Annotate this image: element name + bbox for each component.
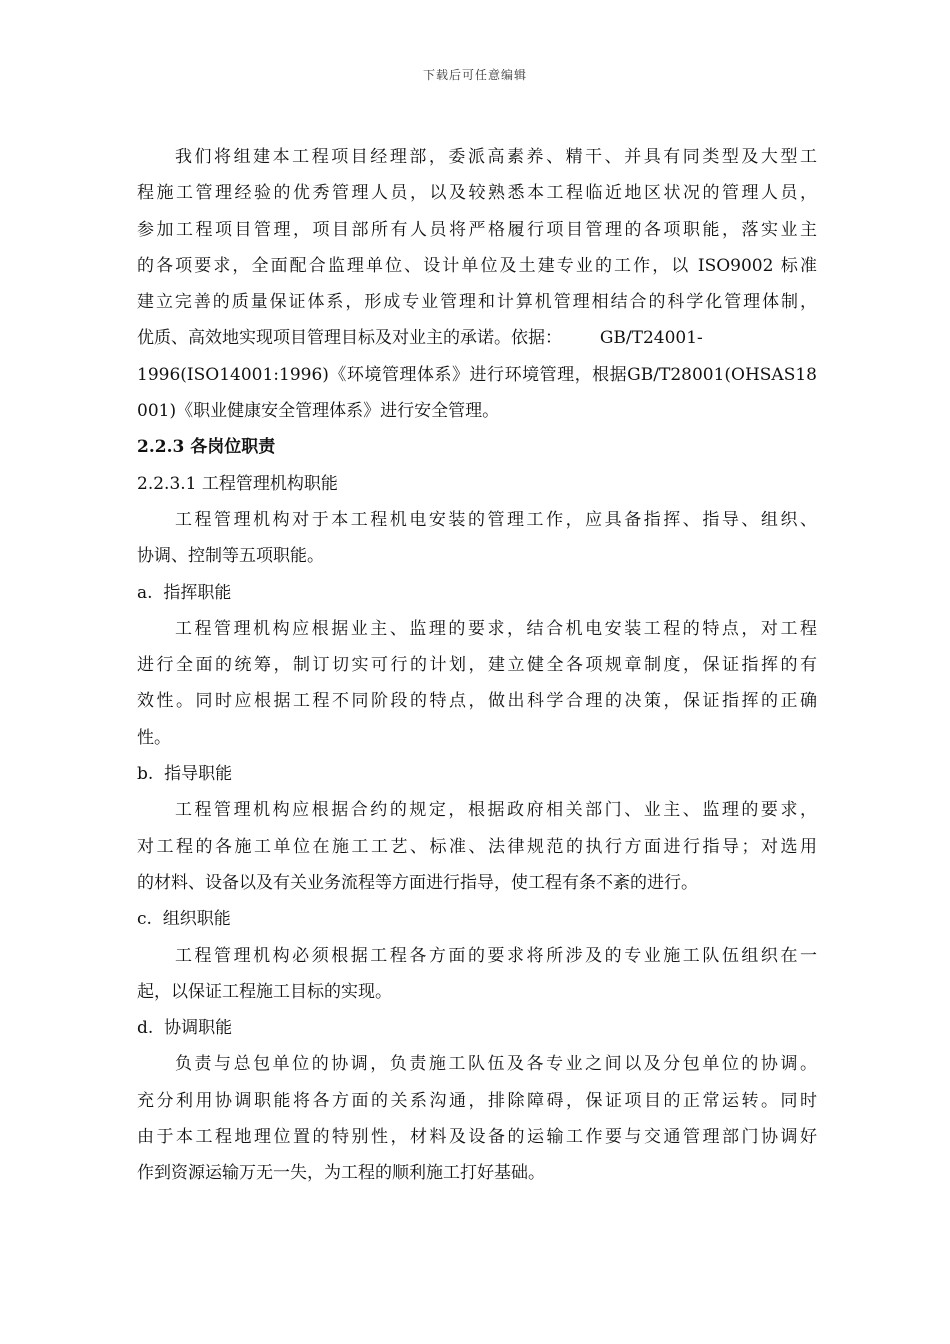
paragraph-line: 我们将组建本工程项目经理部，委派高素养、精干、并具有同类型及大型工 bbox=[175, 147, 817, 167]
paragraph-line: 工程管理机构应根据合约的规定，根据政府相关部门、业主、监理的要求， bbox=[175, 800, 817, 821]
paragraph-line: 性。 bbox=[137, 727, 171, 748]
paragraph-line: 的材料、设备以及有关业务流程等方面进行指导，使工程有条不紊的进行。 bbox=[137, 872, 698, 893]
paragraph-line: 工程管理机构对于本工程机电安装的管理工作，应具备指挥、指导、组织、 bbox=[175, 509, 817, 530]
paragraph-line: 程施工管理经验的优秀管理人员，以及较熟悉本工程临近地区状况的管理人员， bbox=[137, 183, 817, 204]
paragraph-line: 1996(ISO14001:1996)《环境管理体系》进行环境管理，根据GB/T28001(OHSAS18 bbox=[137, 364, 817, 385]
item-heading: c. 组织职能 bbox=[137, 909, 231, 930]
paragraph-line: 工程管理机构应根据业主、监理的要求，结合机电安装工程的特点，对工程 bbox=[175, 618, 817, 639]
paragraph-line: 充分利用协调职能将各方面的关系沟通，排除障碍，保证项目的正常运转。同时 bbox=[137, 1090, 817, 1111]
item-organization-function bbox=[137, 901, 817, 1010]
paragraph-line: 优质、高效地实现项目管理目标及对业主的承诺。依据： GB/T24001- bbox=[137, 328, 703, 349]
intro-paragraph bbox=[137, 139, 817, 429]
item-command-function bbox=[137, 575, 817, 756]
header-note: 下载后可任意编辑 bbox=[422, 68, 527, 82]
paragraph-line: 作到资源运输万无一失，为工程的顺利施工打好基础。 bbox=[137, 1163, 545, 1184]
paragraph-line: 协调、控制等五项职能。 bbox=[137, 546, 324, 567]
paragraph-line: 工程管理机构必须根据工程各方面的要求将所涉及的专业施工队伍组织在一 bbox=[175, 945, 817, 966]
paragraph-line: 起，以保证工程施工目标的实现。 bbox=[137, 981, 392, 1002]
item-heading: d. 协调职能 bbox=[137, 1018, 233, 1039]
item-heading: b. 指导职能 bbox=[137, 764, 233, 785]
paragraph-line: 参加工程项目管理，项目部所有人员将严格履行项目管理的各项职能，落实业主 bbox=[137, 219, 817, 240]
paragraph-line: 效性。同时应根据工程不同阶段的特点，做出科学合理的决策，保证指挥的正确 bbox=[137, 691, 817, 712]
paragraph-line: 由于本工程地理位置的特别性，材料及设备的运输工作要与交通管理部门协调好 bbox=[137, 1127, 817, 1148]
subsection-heading: 2.2.3.1 工程管理机构职能 bbox=[137, 473, 338, 494]
item-heading: a. 指挥职能 bbox=[137, 582, 232, 603]
paragraph-line: 的各项要求，全面配合监理单位、设计单位及土建专业的工作，以 ISO9002 标准 bbox=[137, 255, 817, 276]
paragraph-line: 对工程的各施工单位在施工工艺、标准、法律规范的执行方面进行指导；对选用 bbox=[137, 836, 817, 857]
document-body bbox=[137, 139, 817, 1192]
paragraph-line: 建立完善的质量保证体系，形成专业管理和计算机管理相结合的科学化管理体制， bbox=[137, 292, 817, 313]
paragraph-line: 001)《职业健康安全管理体系》进行安全管理。 bbox=[137, 401, 500, 422]
subsection-paragraph bbox=[137, 502, 817, 575]
item-guidance-function bbox=[137, 756, 817, 901]
paragraph-line: 负责与总包单位的协调，负责施工队伍及各专业之间以及分包单位的协调。 bbox=[175, 1054, 817, 1075]
item-coordination-function bbox=[137, 1010, 817, 1191]
section-heading: 2.2.3 各岗位职责 bbox=[137, 437, 276, 458]
paragraph-line: 进行全面的统筹，制订切实可行的计划，建立健全各项规章制度，保证指挥的有 bbox=[137, 655, 817, 676]
